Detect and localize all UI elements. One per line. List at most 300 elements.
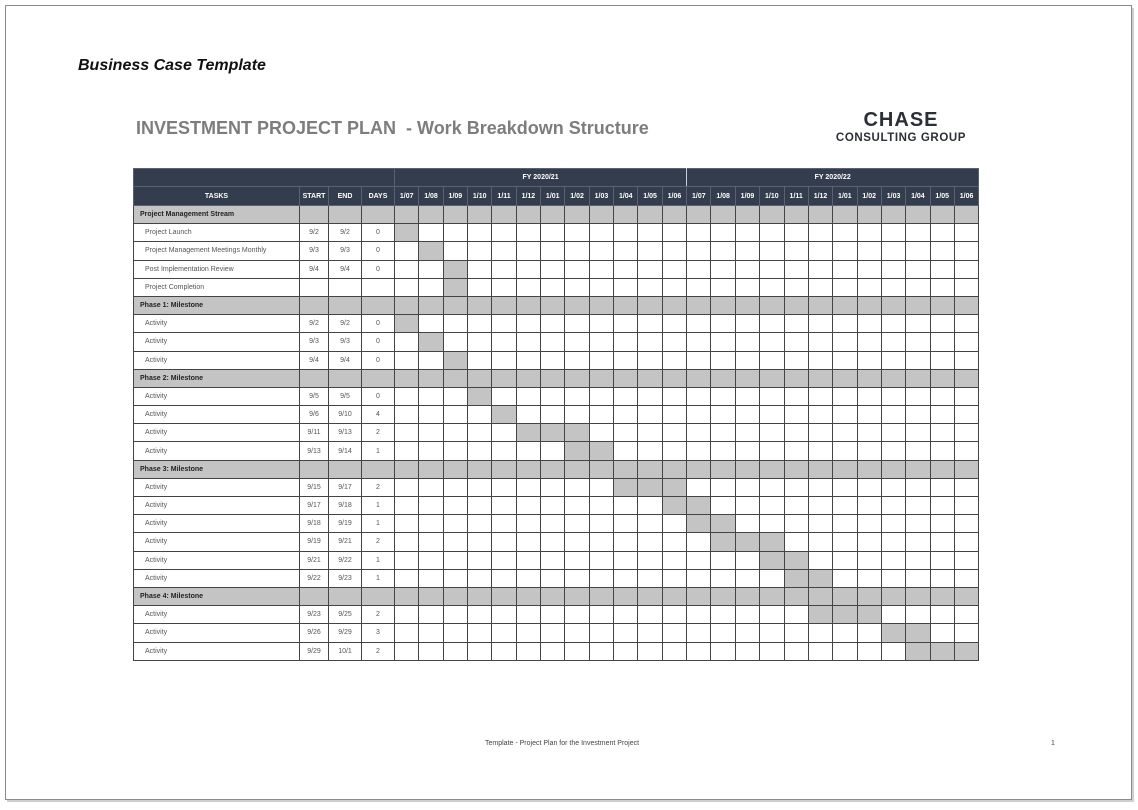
timeline-cell [638,242,662,260]
timeline-cell [881,587,905,605]
timeline-cell [443,242,467,260]
section-row [134,460,979,478]
footer-text: Template - Project Plan for the Investment Project [485,740,640,747]
end-date-cell [329,460,362,478]
timeline-cell [468,515,492,533]
timeline-cell [565,351,589,369]
timeline-cell [735,387,759,405]
timeline-cell [565,260,589,278]
timeline-cell [881,606,905,624]
timeline-cell [443,515,467,533]
timeline-cell [735,624,759,642]
timeline-cell [808,387,832,405]
timeline-cell [662,642,686,660]
days-cell [362,460,395,478]
timeline-cell [930,460,954,478]
timeline-cell [881,369,905,387]
timeline-cell [760,497,784,515]
timeline-header-cell: 1/08 [419,187,443,206]
timeline-cell [443,406,467,424]
timeline-cell [857,515,881,533]
timeline-cell [808,515,832,533]
timeline-cell [833,387,857,405]
timeline-cell [589,533,613,551]
timeline-cell [930,424,954,442]
timeline-cell [468,333,492,351]
task-name-cell: Phase 3: Milestone [134,460,300,478]
timeline-cell [833,478,857,496]
timeline-cell [784,533,808,551]
timeline-cell [614,387,638,405]
timeline-cell [638,351,662,369]
timeline-cell [468,315,492,333]
start-date-cell: 9/23 [300,606,329,624]
timeline-cell [760,351,784,369]
task-row [134,497,979,515]
logo-top-text: CHASE [863,109,939,131]
timeline-cell [516,478,540,496]
timeline-cell [954,569,978,587]
timeline-cell [443,497,467,515]
timeline-cell [589,515,613,533]
timeline-cell [419,478,443,496]
timeline-cell [808,206,832,224]
timeline-cell [930,296,954,314]
timeline-cell [808,497,832,515]
timeline-cell [662,424,686,442]
timeline-cell [492,497,516,515]
timeline-cell [687,206,711,224]
timeline-cell [541,587,565,605]
timeline-cell [614,278,638,296]
task-name-cell: Phase 4: Milestone [134,587,300,605]
gantt-bar-cell [468,387,492,405]
timeline-cell [419,442,443,460]
task-row [134,569,979,587]
days-cell [362,587,395,605]
timeline-cell [468,460,492,478]
task-name-cell: Activity [134,624,300,642]
gantt-bar-cell [419,242,443,260]
timeline-cell [711,460,735,478]
timeline-cell [784,260,808,278]
timeline-cell [492,206,516,224]
timeline-cell [565,315,589,333]
timeline-cell [711,551,735,569]
timeline-cell [516,206,540,224]
timeline-cell [541,460,565,478]
timeline-cell [857,442,881,460]
end-date-cell: 9/3 [329,333,362,351]
timeline-cell [906,224,930,242]
timeline-header-cell: 1/04 [614,187,638,206]
timeline-cell [711,442,735,460]
timeline-cell [395,551,419,569]
timeline-cell [541,497,565,515]
task-name-cell: Activity [134,497,300,515]
timeline-cell [760,278,784,296]
timeline-cell [857,587,881,605]
task-name-cell: Project Completion [134,278,300,296]
days-cell: 1 [362,569,395,587]
timeline-cell [492,642,516,660]
timeline-cell [833,406,857,424]
task-row [134,315,979,333]
column-header-tasks: TASKS [134,187,300,206]
timeline-cell [735,497,759,515]
timeline-cell [906,497,930,515]
timeline-cell [906,587,930,605]
timeline-cell [662,533,686,551]
plan-title [136,118,649,139]
gantt-bar-cell [711,533,735,551]
timeline-cell [857,406,881,424]
timeline-cell [687,333,711,351]
timeline-cell [954,587,978,605]
timeline-cell [760,224,784,242]
timeline-cell [638,206,662,224]
timeline-cell [687,260,711,278]
timeline-cell [395,606,419,624]
timeline-cell [857,278,881,296]
timeline-cell [492,387,516,405]
days-cell: 2 [362,533,395,551]
timeline-cell [687,315,711,333]
timeline-cell [906,296,930,314]
timeline-cell [638,587,662,605]
timeline-cell [419,497,443,515]
start-date-cell: 9/2 [300,315,329,333]
timeline-cell [468,260,492,278]
timeline-cell [419,515,443,533]
timeline-cell [468,569,492,587]
timeline-cell [541,351,565,369]
gantt-bar-cell [760,533,784,551]
start-date-cell: 9/2 [300,224,329,242]
days-cell: 2 [362,642,395,660]
timeline-cell [565,206,589,224]
company-logo [828,109,974,145]
timeline-cell [565,387,589,405]
task-name-cell: Activity [134,333,300,351]
end-date-cell: 9/5 [329,387,362,405]
task-name-cell: Activity [134,478,300,496]
timeline-cell [395,242,419,260]
timeline-cell [808,642,832,660]
timeline-cell [443,387,467,405]
timeline-cell [662,206,686,224]
timeline-cell [492,351,516,369]
timeline-cell [443,224,467,242]
timeline-cell [784,406,808,424]
timeline-cell [808,315,832,333]
timeline-cell [589,569,613,587]
timeline-cell [687,296,711,314]
timeline-cell [662,587,686,605]
timeline-cell [881,278,905,296]
timeline-cell [589,206,613,224]
timeline-cell [687,478,711,496]
timeline-cell [760,206,784,224]
timeline-cell [614,333,638,351]
timeline-cell [833,224,857,242]
timeline-cell [565,278,589,296]
timeline-cell [760,478,784,496]
timeline-cell [808,333,832,351]
timeline-cell [395,533,419,551]
timeline-cell [881,569,905,587]
timeline-cell [492,333,516,351]
timeline-cell [735,515,759,533]
timeline-cell [662,333,686,351]
timeline-cell [516,533,540,551]
timeline-cell [857,478,881,496]
task-name-cell: Activity [134,569,300,587]
timeline-cell [638,497,662,515]
timeline-cell [565,224,589,242]
start-date-cell: 9/4 [300,351,329,369]
timeline-header-cell: 1/09 [735,187,759,206]
plan-title-main: INVESTMENT PROJECT PLAN [136,118,397,138]
timeline-cell [930,606,954,624]
timeline-cell [638,424,662,442]
timeline-cell [760,587,784,605]
timeline-cell [735,606,759,624]
timeline-cell [614,351,638,369]
timeline-cell [906,260,930,278]
timeline-cell [930,515,954,533]
timeline-cell [881,206,905,224]
timeline-cell [687,278,711,296]
gantt-bar-cell [687,497,711,515]
timeline-cell [443,478,467,496]
timeline-cell [468,424,492,442]
timeline-cell [662,278,686,296]
timeline-cell [930,369,954,387]
timeline-cell [930,206,954,224]
gantt-bar-cell [395,315,419,333]
start-date-cell: 9/22 [300,569,329,587]
timeline-cell [711,387,735,405]
gantt-bar-cell [760,551,784,569]
start-date-cell: 9/3 [300,333,329,351]
timeline-cell [614,569,638,587]
timeline-cell [541,606,565,624]
timeline-cell [954,296,978,314]
logo-bottom-text: CONSULTING GROUP [835,132,967,144]
gantt-bar-cell [906,624,930,642]
timeline-cell [687,533,711,551]
timeline-cell [395,369,419,387]
timeline-cell [395,424,419,442]
timeline-cell [565,497,589,515]
timeline-cell [930,533,954,551]
timeline-cell [857,497,881,515]
timeline-cell [833,624,857,642]
timeline-cell [419,369,443,387]
gantt-bar-cell [565,424,589,442]
timeline-cell [662,260,686,278]
timeline-cell [492,478,516,496]
timeline-cell [735,406,759,424]
end-date-cell: 9/4 [329,260,362,278]
timeline-cell [760,406,784,424]
timeline-cell [516,606,540,624]
timeline-cell [711,333,735,351]
timeline-cell [468,533,492,551]
gantt-bar-cell [492,406,516,424]
timeline-cell [638,406,662,424]
timeline-cell [614,206,638,224]
gantt-bar-cell [687,515,711,533]
task-row [134,533,979,551]
timeline-cell [565,333,589,351]
timeline-cell [541,515,565,533]
timeline-cell [954,260,978,278]
task-name-cell: Project Management Meetings Monthly [134,242,300,260]
gantt-table [133,168,979,661]
timeline-cell [954,606,978,624]
timeline-cell [833,551,857,569]
timeline-cell [662,442,686,460]
timeline-cell [954,515,978,533]
days-cell: 1 [362,497,395,515]
timeline-cell [516,296,540,314]
timeline-cell [662,224,686,242]
timeline-cell [589,497,613,515]
gantt-bar-cell [638,478,662,496]
timeline-cell [857,424,881,442]
timeline-cell [760,315,784,333]
timeline-cell [760,260,784,278]
timeline-cell [881,260,905,278]
end-date-cell: 9/10 [329,406,362,424]
timeline-cell [565,533,589,551]
timeline-cell [516,351,540,369]
timeline-cell [419,569,443,587]
timeline-cell [614,260,638,278]
timeline-cell [395,278,419,296]
timeline-header-cell: 1/05 [638,187,662,206]
timeline-cell [687,442,711,460]
timeline-cell [735,296,759,314]
days-cell: 0 [362,260,395,278]
timeline-cell [589,224,613,242]
timeline-cell [565,242,589,260]
timeline-header-cell: 1/10 [468,187,492,206]
timeline-cell [906,551,930,569]
timeline-cell [541,624,565,642]
timeline-cell [954,278,978,296]
timeline-cell [760,606,784,624]
timeline-cell [614,642,638,660]
timeline-cell [419,224,443,242]
gantt-bar-cell [954,642,978,660]
timeline-cell [443,587,467,605]
timeline-cell [808,551,832,569]
timeline-cell [638,296,662,314]
timeline-cell [492,515,516,533]
timeline-cell [784,315,808,333]
task-row [134,624,979,642]
timeline-cell [395,497,419,515]
timeline-cell [614,624,638,642]
timeline-cell [735,569,759,587]
task-row [134,406,979,424]
timeline-cell [833,533,857,551]
timeline-cell [565,296,589,314]
timeline-cell [614,242,638,260]
timeline-cell [784,206,808,224]
timeline-cell [760,624,784,642]
timeline-cell [443,333,467,351]
timeline-cell [614,515,638,533]
start-date-cell [300,278,329,296]
timeline-cell [638,533,662,551]
timeline-cell [541,260,565,278]
timeline-cell [614,224,638,242]
gantt-bar-cell [808,569,832,587]
timeline-header-cell: 1/06 [954,187,978,206]
end-date-cell [329,369,362,387]
timeline-cell [395,442,419,460]
timeline-cell [930,315,954,333]
timeline-cell [711,424,735,442]
timeline-cell [589,606,613,624]
task-row [134,478,979,496]
timeline-cell [954,387,978,405]
timeline-cell [516,315,540,333]
task-name-cell: Project Management Stream [134,206,300,224]
timeline-cell [833,424,857,442]
timeline-cell [760,569,784,587]
timeline-cell [954,442,978,460]
timeline-cell [468,642,492,660]
timeline-cell [735,587,759,605]
days-cell: 1 [362,515,395,533]
timeline-cell [857,333,881,351]
timeline-cell [443,460,467,478]
timeline-cell [662,460,686,478]
timeline-cell [906,351,930,369]
timeline-cell [589,587,613,605]
timeline-cell [468,206,492,224]
timeline-cell [711,569,735,587]
timeline-cell [906,515,930,533]
timeline-cell [395,569,419,587]
task-name-cell: Project Launch [134,224,300,242]
timeline-cell [930,260,954,278]
timeline-cell [784,333,808,351]
timeline-cell [395,260,419,278]
timeline-cell [881,315,905,333]
gantt-bar-cell [906,642,930,660]
timeline-cell [735,642,759,660]
timeline-cell [395,587,419,605]
timeline-header-cell: 1/04 [906,187,930,206]
timeline-cell [638,333,662,351]
timeline-cell [614,424,638,442]
fy-spacer [134,169,395,187]
timeline-cell [492,460,516,478]
timeline-cell [881,333,905,351]
timeline-cell [614,442,638,460]
section-row [134,296,979,314]
timeline-cell [711,624,735,642]
timeline-cell [906,206,930,224]
task-name-cell: Phase 2: Milestone [134,369,300,387]
gantt-bar-cell [541,424,565,442]
